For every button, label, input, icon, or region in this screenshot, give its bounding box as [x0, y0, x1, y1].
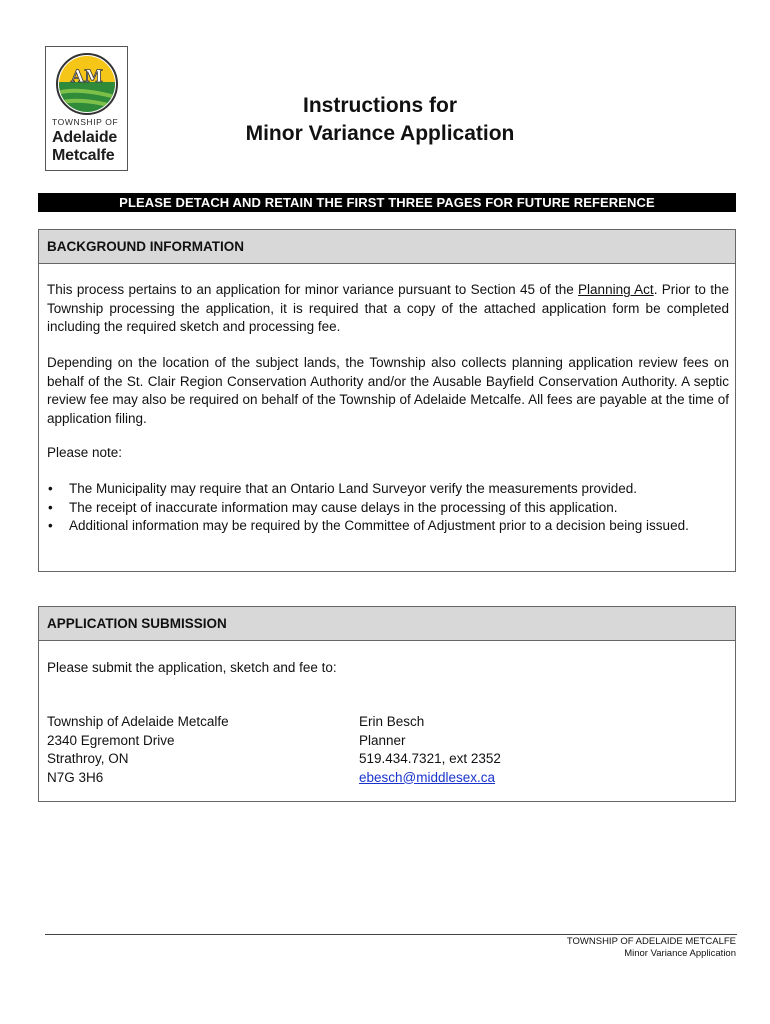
title-line-2: Minor Variance Application [245, 122, 515, 145]
planner-contact [359, 713, 659, 787]
address-line: Strathroy, ON [47, 751, 129, 766]
submission-intro: Please submit the application, sketch and fee to: [47, 660, 337, 675]
svg-text:AM: AM [70, 67, 104, 87]
retain-pages-banner: PLEASE DETACH AND RETAIN THE FIRST THREE PAGES FOR FUTURE REFERENCE [38, 193, 736, 212]
background-heading: BACKGROUND INFORMATION [39, 230, 735, 264]
logo-township-of: TOWNSHIP OF [52, 117, 119, 127]
notes-list [47, 480, 729, 536]
contact-phone: 519.434.7321, ext 2352 [359, 751, 501, 766]
title-line-1: Instructions for [302, 94, 457, 117]
background-section [38, 229, 736, 572]
address-line: N7G 3H6 [47, 769, 104, 785]
footer-divider [45, 934, 737, 935]
list-item: • The receipt of inaccurate information may cause delays in the processing of this application. [48, 499, 618, 515]
submission-section [38, 606, 736, 802]
planning-act-reference: Planning Act [578, 282, 654, 297]
please-note-label: Please note: [47, 445, 123, 460]
township-logo [45, 46, 128, 171]
footer-organization: TOWNSHIP OF ADELAIDE METCALFE [566, 936, 736, 947]
background-paragraph-2: Depending on the location of the subject lands, the Township also collects planning application review fees on behalf of the St. Clair Region Conservation Authority and/or the Ausable Bayfield Conservation Authority. A septic review fee may also be required on behalf of the Township of Adelaide Metcalfe. All fees are payable at the time of application filing. [47, 355, 729, 426]
logo-adelaide: Adelaide [52, 129, 118, 146]
list-item: • Additional information may be required by the Committee of Adjustment prior to a decision being issued. [48, 518, 689, 533]
township-emblem-icon [55, 52, 119, 116]
contact-role: Planner [359, 732, 406, 748]
logo-metcalfe: Metcalfe [52, 147, 115, 164]
address-line: Township of Adelaide Metcalfe [47, 714, 229, 729]
list-item: • The Municipality may require that an Ontario Land Surveyor verify the measurements provided. [48, 481, 638, 496]
contact-name: Erin Besch [359, 714, 425, 729]
submission-heading: APPLICATION SUBMISSION [39, 607, 735, 641]
address-line: 2340 Egremont Drive [47, 732, 175, 748]
page-title [180, 92, 580, 148]
footer-document-name: Minor Variance Application [624, 948, 736, 959]
background-paragraph-1: This process pertains to an application for minor variance pursuant to Section 45 of the Planning Act. Prior to the Township processing the application, it is required that a copy of the attached application form be completed including the required sketch and processing fee. [47, 282, 729, 334]
mailing-address [47, 713, 337, 787]
contact-email-link[interactable]: ebesch@middlesex.ca [359, 769, 496, 785]
